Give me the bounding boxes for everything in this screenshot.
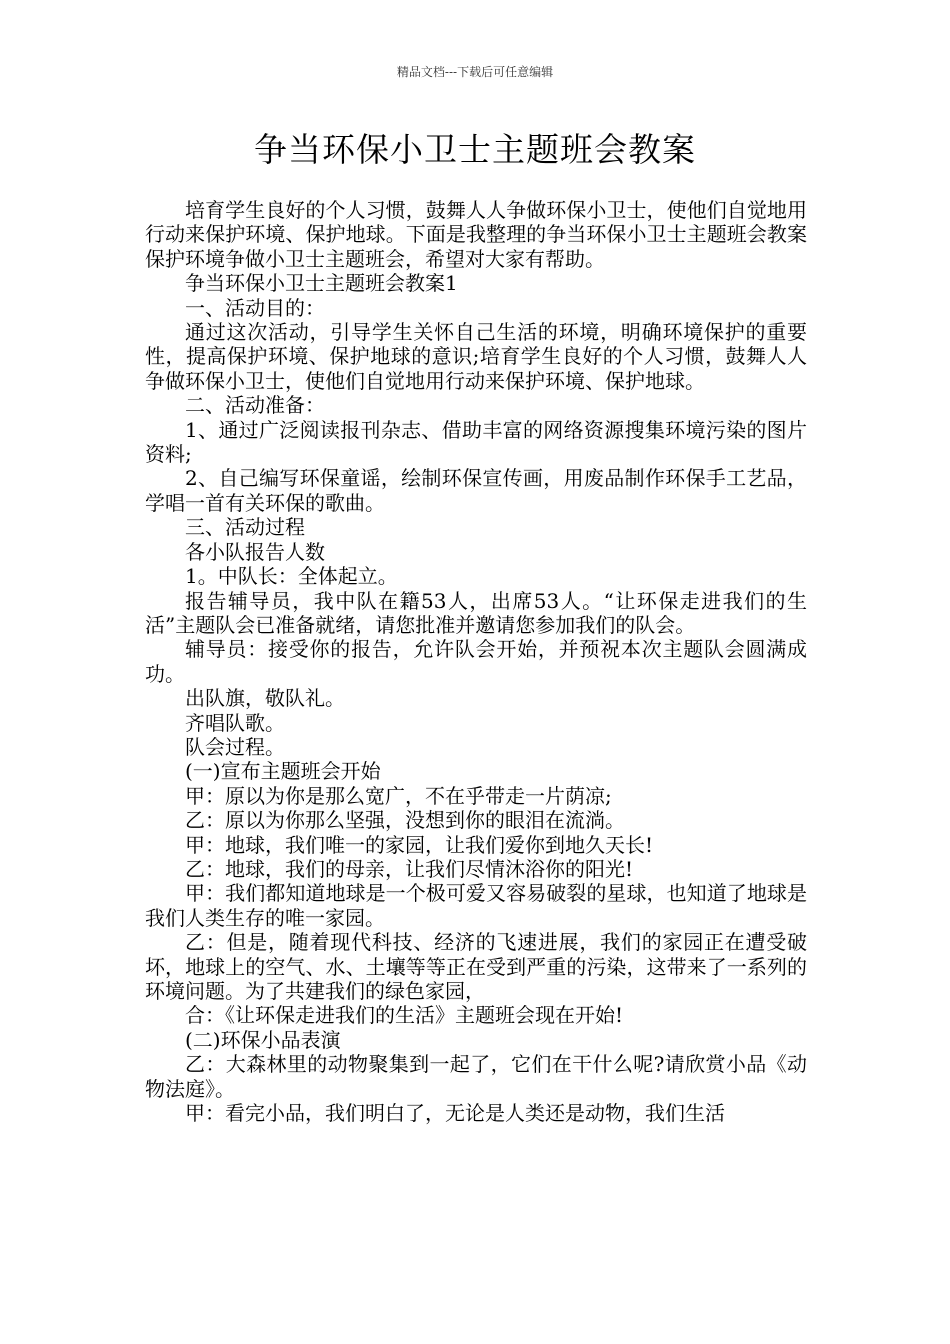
paragraph-report-count: 各小队报告人数 (185, 539, 325, 564)
paragraph-report: 报告辅导员，我中队在籍53人，出席53人。“让环保走进我们的生活”主题队会已准备就绪，请您批准并邀请您参加我们的队会。 (145, 588, 807, 637)
dialogue-line: 甲：原以为你是那么宽广，不在乎带走一片荫凉; (185, 783, 612, 808)
paragraph-intro: 培育学生良好的个人习惯，鼓舞人人争做环保小卫士，使他们自觉地用行动来保护环境、保护地球。下面是我整理的争当环保小卫士主题班会教案 保护环境争做小卫士主题班会，希望对大家有帮助。 (145, 198, 807, 271)
heading-process: 三、活动过程 (185, 515, 305, 540)
paragraph-prep-2: 2、自己编写环保童谣，绘制环保宣传画，用废品制作环保手工艺品，学唱一首有关环保的歌曲。 (145, 466, 807, 515)
dialogue-line: 甲：看完小品，我们明白了，无论是人类还是动物，我们生活 (185, 1101, 725, 1126)
dialogue-line: 乙：大森林里的动物聚集到一起了，它们在干什么呢?请欣赏小品《动物法庭》。 (145, 1052, 807, 1101)
heading-preparation: 二、活动准备： (185, 393, 325, 418)
paragraph-prep-1: 1、通过广泛阅读报刊杂志、借助丰富的网络资源搜集环境污染的图片资料; (145, 417, 807, 467)
paragraph-flag: 出队旗，敬队礼。 (185, 686, 345, 711)
paragraph-meeting-process: 队会过程。 (185, 734, 285, 759)
document-title: 争当环保小卫士主题班会教案 (254, 130, 696, 169)
paragraph-leader: 1。中队长：全体起立。 (185, 564, 398, 589)
paragraph-plan-title: 争当环保小卫士主题班会教案1 (185, 271, 458, 296)
dialogue-line: 乙：地球，我们的母亲，让我们尽情沐浴你的阳光! (185, 856, 634, 881)
document-body (145, 198, 807, 1125)
heading-announce: (一)宣布主题班会开始 (185, 759, 381, 784)
dialogue-line: 合：《让环保走进我们的生活》主题班会现在开始! (185, 1003, 624, 1028)
dialogue-line: 甲：地球，我们唯一的家园，让我们爱你到地久天长! (185, 832, 654, 857)
dialogue-line: 甲：我们都知道地球是一个极可爱又容易破裂的星球，也知道了地球是我们人类生存的唯一家园。 (145, 881, 807, 930)
paragraph-song: 齐唱队歌。 (185, 710, 285, 735)
paragraph-counselor: 辅导员：接受你的报告，允许队会开始，并预祝本次主题队会圆满成功。 (145, 637, 807, 686)
heading-skit: (二)环保小品表演 (185, 1027, 341, 1052)
dialogue-line: 乙：但是，随着现代科技、经济的飞速进展，我们的家园正在遭受破坏，地球上的空气、水、土壤等等正在受到严重的污染，这带来了一系列的环境问题。为了共建我们的绿色家园， (145, 930, 807, 1003)
dialogue-line: 乙：原以为你那么坚强，没想到你的眼泪在流淌。 (185, 808, 625, 833)
paragraph-purpose: 通过这次活动，引导学生关怀自己生活的环境，明确环境保护的重要性，提高保护环境、保护地球的意识;培育学生良好的个人习惯，鼓舞人人争做环保小卫士，使他们自觉地用行动来保护环境、保护地球。 (145, 320, 807, 393)
header-note: 精品文档---下载后可任意编辑 (396, 65, 554, 79)
heading-purpose: 一、活动目的： (185, 295, 325, 320)
